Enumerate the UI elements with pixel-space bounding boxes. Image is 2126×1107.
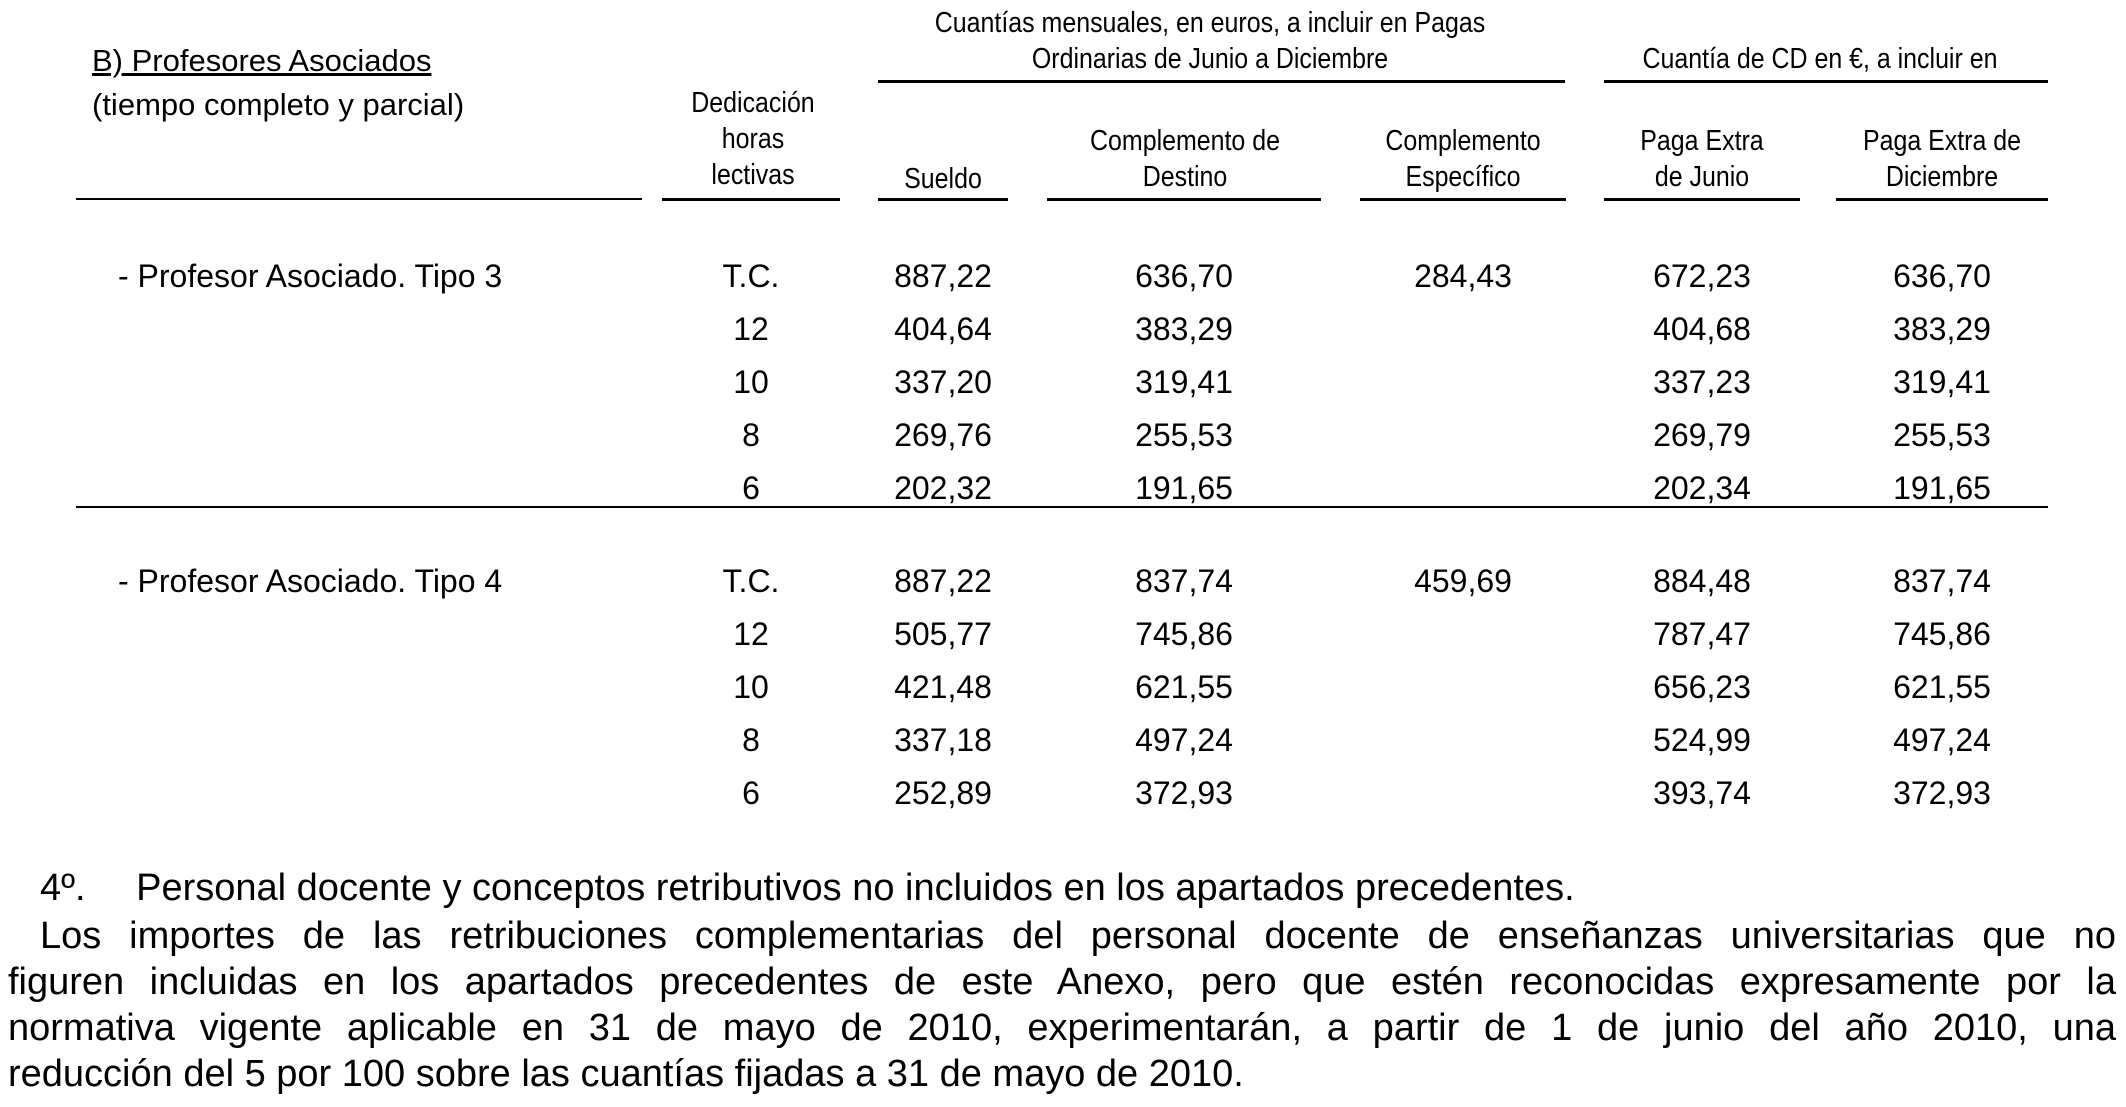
table-cell-junio: 337,23 <box>1653 364 1751 400</box>
header-paga-diciembre-line1: Paga Extra de <box>1862 125 2022 157</box>
section-title: B) Profesores Asociados <box>92 43 432 78</box>
paragraph-line-1: Los importes de las retribuciones complementarias del personal docente de enseñanzas universitarias que no <box>40 915 2116 957</box>
header-rule-especifico <box>1360 198 1566 201</box>
table-cell-dedicacion: 6 <box>742 470 760 506</box>
paragraph-heading-text: Personal docente y conceptos retributivos no incluidos en los apartados precedentes. <box>136 867 1575 909</box>
table-cell-junio: 787,47 <box>1653 616 1751 652</box>
table-cell-junio: 393,74 <box>1653 775 1751 811</box>
table-cell-sueldo: 887,22 <box>894 258 992 294</box>
table-cell-sueldo: 505,77 <box>894 616 992 652</box>
table-cell-destino: 745,86 <box>1135 616 1233 652</box>
table-cell-dedicacion: 12 <box>733 616 769 652</box>
header-dedicacion-line1: Dedicación <box>691 87 815 119</box>
table-cell-sueldo: 421,48 <box>894 669 992 705</box>
header-paga-junio <box>1618 123 1787 195</box>
table-cell-dedicacion: 10 <box>733 364 769 400</box>
paragraph-line-3: normativa vigente aplicable en 31 de mayo de 2010, experimentarán, a partir de 1 de junio del año 2010, una <box>8 1007 2116 1049</box>
paragraph-line-2: figuren incluidas en los apartados precedentes de este Anexo, pero que estén reconocidas expresamente por la <box>8 961 2116 1003</box>
header-group-ordinarias <box>918 5 1503 77</box>
header-sueldo: Sueldo <box>904 163 982 195</box>
section-subtitle: (tiempo completo y parcial) <box>92 87 465 122</box>
table-cell-destino: 837,74 <box>1135 563 1233 599</box>
table-cell-diciembre: 255,53 <box>1893 417 1991 453</box>
header-group-ordinarias-line1: Cuantías mensuales, en euros, a incluir en Pagas <box>934 7 1486 39</box>
paragraph-heading-number: 4º. <box>40 867 86 909</box>
table-cell-junio: 672,23 <box>1653 258 1751 294</box>
table-cell-junio: 404,68 <box>1653 311 1751 347</box>
table-cell-dedicacion: 8 <box>742 417 760 453</box>
table-cell-sueldo: 269,76 <box>894 417 992 453</box>
table-cell-dedicacion: 10 <box>733 669 769 705</box>
header-group-cd-rule <box>1604 80 2048 83</box>
header-complemento-especifico-line1: Complemento <box>1385 125 1541 157</box>
table-cell-dedicacion: 6 <box>742 775 760 811</box>
table-cell-dedicacion: 8 <box>742 722 760 758</box>
table-cell-sueldo: 404,64 <box>894 311 992 347</box>
header-complemento-destino <box>1052 123 1319 195</box>
header-complemento-especifico-line2: Específico <box>1405 161 1521 193</box>
table-cell-junio: 524,99 <box>1653 722 1751 758</box>
paragraph-heading <box>40 866 1575 910</box>
header-rule-dedicacion <box>662 198 840 201</box>
table-cell-diciembre: 319,41 <box>1893 364 1991 400</box>
header-dedicacion <box>671 85 834 193</box>
group-label: - Profesor Asociado. Tipo 4 <box>118 563 503 599</box>
header-group-cd: Cuantía de CD en €, a incluir en <box>1642 43 1998 75</box>
table-cell-dedicacion: T.C. <box>722 258 780 294</box>
header-paga-diciembre-line2: Diciembre <box>1885 161 1999 193</box>
header-rule-sueldo <box>878 198 1008 201</box>
table-cell-junio: 269,79 <box>1653 417 1751 453</box>
header-dedicacion-line2: horas <box>721 123 785 155</box>
table-cell-destino: 191,65 <box>1135 470 1233 506</box>
table-cell-sueldo: 887,22 <box>894 563 992 599</box>
table-cell-destino: 383,29 <box>1135 311 1233 347</box>
table-cell-sueldo: 202,32 <box>894 470 992 506</box>
table-cell-diciembre: 497,24 <box>1893 722 1991 758</box>
table-cell-destino: 636,70 <box>1135 258 1233 294</box>
table-cell-diciembre: 621,55 <box>1893 669 1991 705</box>
table-cell-junio: 656,23 <box>1653 669 1751 705</box>
header-paga-junio-line1: Paga Extra <box>1640 125 1764 157</box>
header-paga-junio-line2: de Junio <box>1654 161 1750 193</box>
table-cell-dedicacion: 12 <box>733 311 769 347</box>
table-cell-sueldo: 252,89 <box>894 775 992 811</box>
header-paga-diciembre <box>1851 123 2033 195</box>
paragraph-line-4: reducción del 5 por 100 sobre las cuantías fijadas a 31 de mayo de 2010. <box>8 1053 1244 1095</box>
header-rule-junio <box>1604 198 1800 201</box>
table-cell-diciembre: 837,74 <box>1893 563 1991 599</box>
group-label: - Profesor Asociado. Tipo 3 <box>118 258 503 294</box>
table-cell-diciembre: 745,86 <box>1893 616 1991 652</box>
table-cell-destino: 621,55 <box>1135 669 1233 705</box>
header-rule-destino <box>1047 198 1321 201</box>
table-cell-junio: 202,34 <box>1653 470 1751 506</box>
table-cell-destino: 497,24 <box>1135 722 1233 758</box>
table-cell-destino: 372,93 <box>1135 775 1233 811</box>
table-cell-especifico: 284,43 <box>1414 258 1512 294</box>
header-group-ordinarias-line2: Ordinarias de Junio a Diciembre <box>1031 43 1389 75</box>
header-complemento-especifico <box>1374 123 1551 195</box>
table-cell-sueldo: 337,18 <box>894 722 992 758</box>
table-cell-dedicacion: T.C. <box>722 563 780 599</box>
header-rule-label <box>76 198 642 200</box>
table-cell-diciembre: 636,70 <box>1893 258 1991 294</box>
header-complemento-destino-line1: Complemento de <box>1090 125 1280 157</box>
header-complemento-destino-line2: Destino <box>1142 161 1228 193</box>
header-group-ordinarias-rule <box>878 80 1565 83</box>
header-rule-diciembre <box>1836 198 2048 201</box>
table-cell-sueldo: 337,20 <box>894 364 992 400</box>
table-cell-diciembre: 191,65 <box>1893 470 1991 506</box>
table-cell-junio: 884,48 <box>1653 563 1751 599</box>
table-cell-especifico: 459,69 <box>1414 563 1512 599</box>
table-cell-diciembre: 383,29 <box>1893 311 1991 347</box>
header-dedicacion-line3: lectivas <box>711 159 795 191</box>
table-cell-destino: 319,41 <box>1135 364 1233 400</box>
table-cell-diciembre: 372,93 <box>1893 775 1991 811</box>
table-cell-destino: 255,53 <box>1135 417 1233 453</box>
